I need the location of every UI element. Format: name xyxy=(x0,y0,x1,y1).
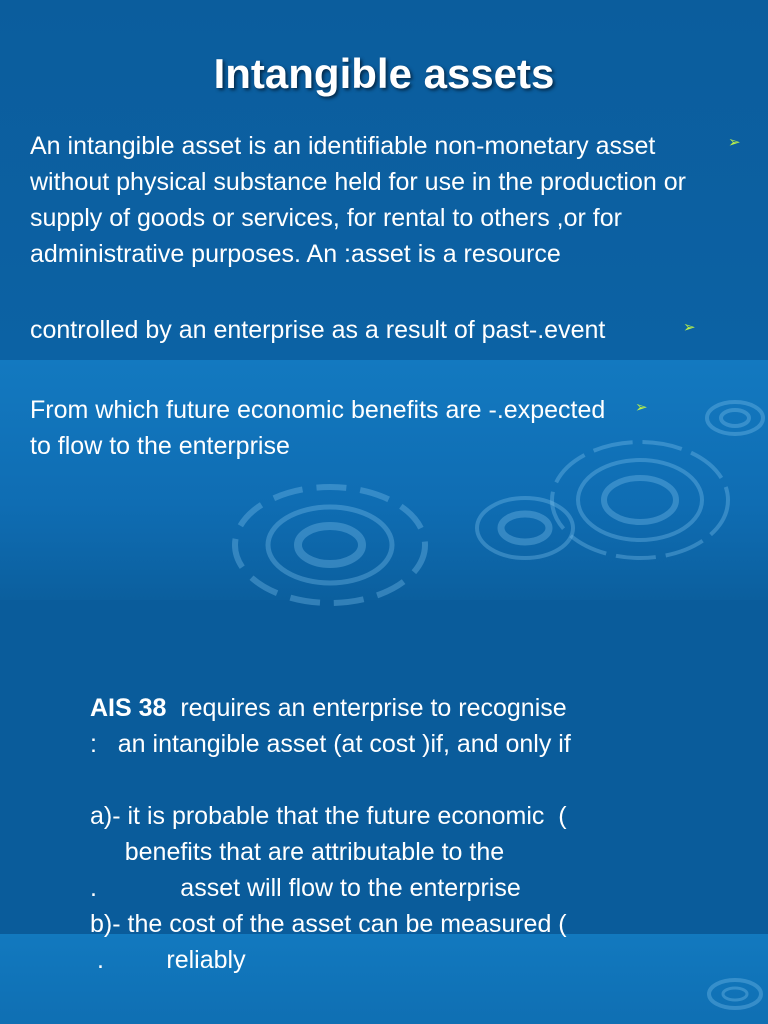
bullet-text-definition: An intangible asset is an identifiable non-monetary asset without physical substance held for use in the production or supply of goods or services, for rental to others ,or for administrative purposes. An :asset is a resource xyxy=(30,132,686,268)
ais-line-7: . reliably xyxy=(90,946,246,974)
ais-line-2: : an intangible asset (at cost )if, and only if xyxy=(90,730,571,758)
bullet-arrow-icon: ➢ xyxy=(728,134,741,151)
ais-line-6: b)- the cost of the asset can be measured ( xyxy=(90,910,567,938)
ais-line-4: benefits that are attributable to the xyxy=(90,838,505,866)
bullet-arrow-icon: ➢ xyxy=(683,319,696,336)
ais-line-5: . asset will flow to the enterprise xyxy=(90,874,521,902)
ais-38-recognition-block xyxy=(90,690,730,978)
ais-spacer xyxy=(90,762,730,798)
bullet-text-controlled: controlled by an enterprise as a result of past-.event xyxy=(30,316,606,344)
ais-line-1 xyxy=(90,690,730,726)
bullet-arrow-icon: ➢ xyxy=(635,399,648,416)
ais-standard-label: AIS 38 xyxy=(90,694,167,722)
ais-line-1-text: requires an enterprise to recognise xyxy=(166,694,567,722)
bullet-text-benefits: From which future economic benefits are -.expected to flow to the enterprise xyxy=(30,396,606,460)
ais-line-3: a)- it is probable that the future economic ( xyxy=(90,802,567,830)
slide-title: Intangible assets xyxy=(213,50,555,97)
